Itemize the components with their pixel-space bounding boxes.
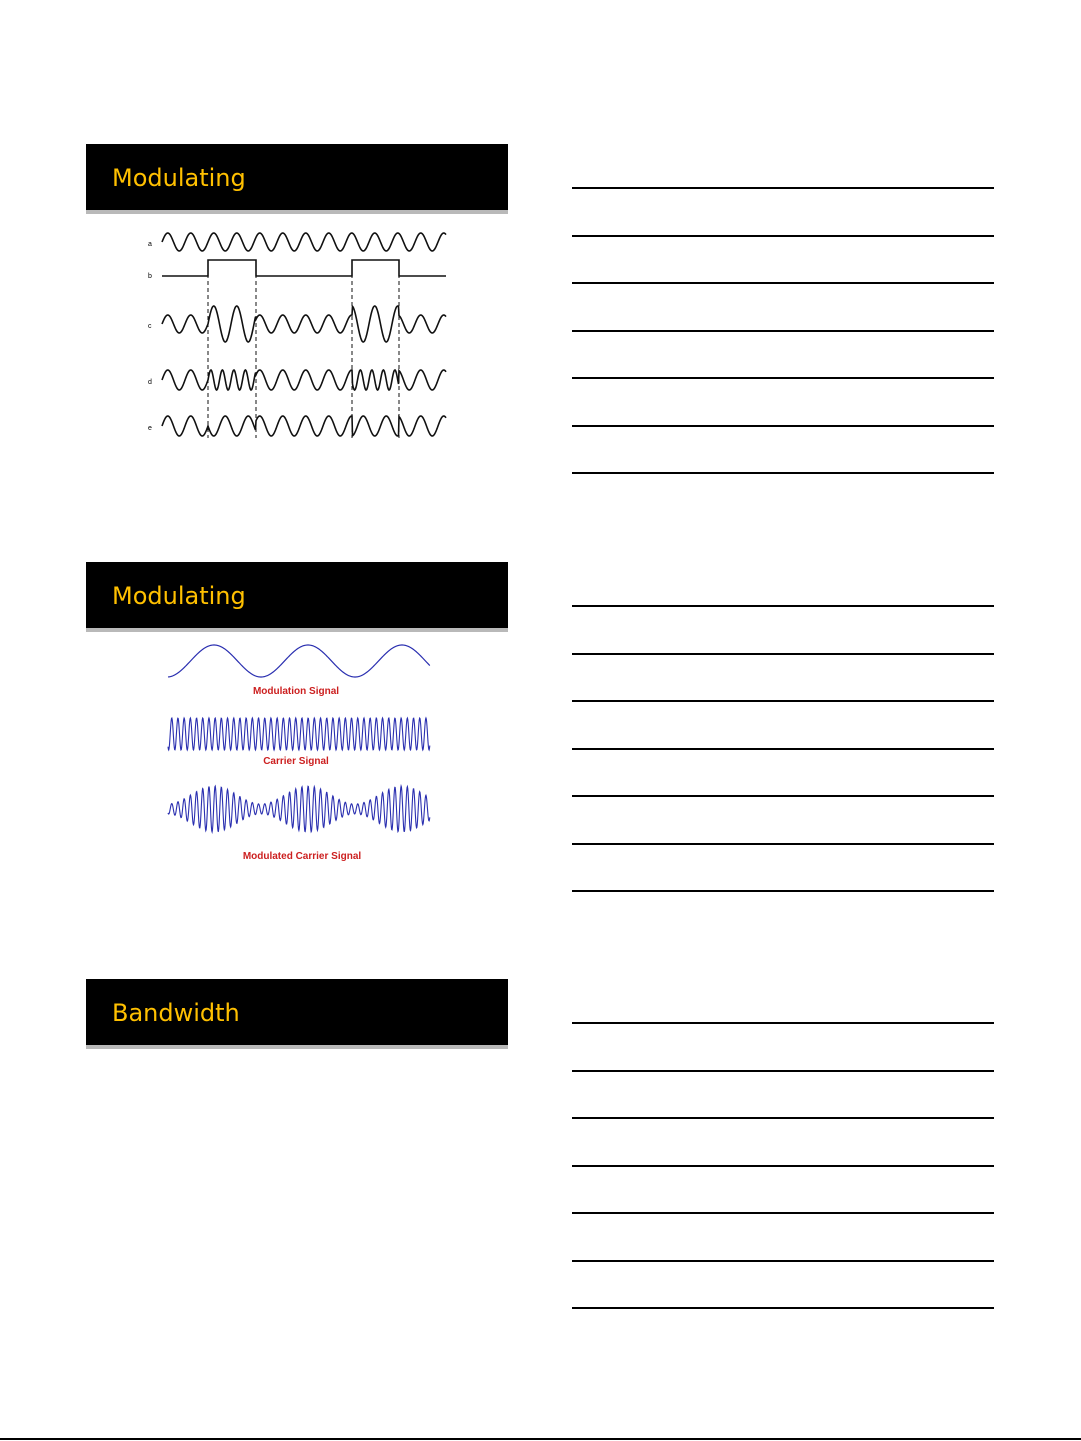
row-tag-c: c — [148, 323, 152, 330]
slide-2 — [86, 562, 508, 632]
slide-3 — [86, 979, 508, 1049]
slide-title-bar — [86, 562, 508, 632]
slide-title: Modulating — [112, 582, 246, 610]
modulation-waveforms-figure — [146, 222, 452, 442]
carrier-wave — [162, 233, 446, 251]
row-tag-b: b — [148, 273, 152, 280]
am-modulation-figure — [164, 638, 434, 866]
page-bottom-rule — [0, 1438, 1081, 1440]
ask-wave — [162, 306, 446, 342]
modulated-carrier-wave — [168, 786, 430, 832]
slide-title-bar — [86, 979, 508, 1049]
slide-title: Bandwidth — [112, 999, 240, 1027]
row-tag-a: a — [148, 241, 152, 248]
slide-1 — [86, 144, 508, 214]
row-tag-e: e — [148, 425, 152, 432]
modulation-signal-wave — [168, 645, 430, 677]
modulation-signal-label: Modulation Signal — [252, 686, 340, 697]
notes-lines-2 — [572, 605, 994, 892]
carrier-signal-label: Carrier Signal — [263, 756, 329, 767]
fsk-wave — [162, 370, 446, 390]
notes-lines-3 — [572, 1022, 994, 1309]
notes-lines-1 — [572, 187, 994, 474]
slide-title: Modulating — [112, 164, 246, 192]
carrier-signal-wave — [168, 718, 430, 750]
psk-wave — [162, 416, 446, 436]
slide-title-bar — [86, 144, 508, 214]
row-tag-d: d — [148, 379, 152, 386]
digital-pulse-wave — [162, 260, 446, 276]
modulated-carrier-signal-label: Modulated Carrier Signal — [242, 851, 362, 862]
